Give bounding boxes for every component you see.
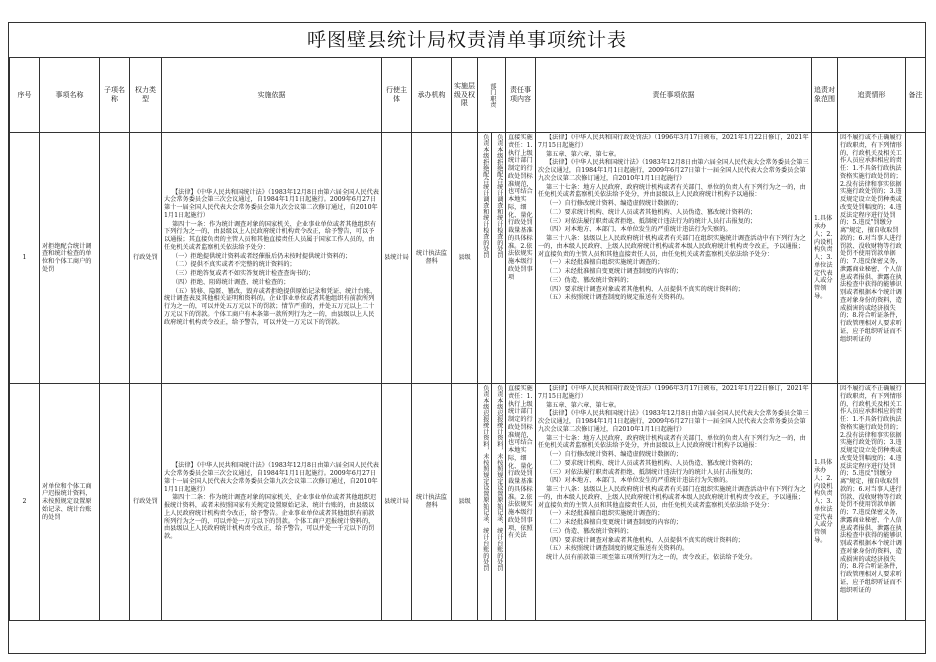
cell-situation <box>838 384 906 621</box>
header-row <box>10 58 926 133</box>
basis-paragraph: （三）拒绝答复或者不如实答复统计检查查询书的； <box>172 270 315 278</box>
resp-basis-paragraph: （一）自行修改统计资料、编造虚假统计数据的； <box>546 451 683 458</box>
resp-basis-paragraph: （三）伪造、篡改统计资料的； <box>546 276 633 284</box>
situation-text: 因不履行或不正确履行行政职责，有下列情形的，行政机关及相关工作人员应承担相应的责任：1.不具备行政执法资格实施行政处罚的；2.没有法律和事实依据实施行政处罚的；3.违反规定设立处罚种类或改变处罚幅度的；4.违反法定程序进行处罚的；5.违反"罚缴分离"规定，擅自收取罚款的；6.对当事人进行罚款、没收财物等行政处罚不使用罚款单据的；7.违反保密义务，泄露商业秘密、个人信息或者报供、泄露在执法检查中获得的能够识别或者根据本个统计调查对象身份的资料，造成损害的或经济损失的；8.符合听证条件，行政管理相对人要求听证，应予组织听证而不组织听证的 <box>840 134 902 343</box>
header-org: 承办机构 <box>412 58 452 133</box>
resp-basis-paragraph: 第五章、第六章、第七章。 <box>546 150 621 158</box>
resp-content-text: 直接实施责任：1.执行上级统计部门制定的行政处罚标准规范，也可结合本地实际，细化、量化行政处罚裁量基准的具体标准。2.依法依规实施本级行政处罚事项 <box>508 134 533 281</box>
header-basis: 实施依据 <box>162 58 382 133</box>
header-resp: 责任事项内容 <box>506 58 536 133</box>
resp-basis-paragraph: 第三十八条：县级以上人民政府统计机构或者有关部门在组织实施统计调查活动中有下列行为之一的，由本级人民政府、上级人民政府统计机构或者本级人民政府统计机构责令改正，予以通报；对直接负责的主管人员和其他直接责任人员，由任免机关或者监察机关依法给予处分： <box>538 486 806 509</box>
header-level: 实施层级及权限 <box>452 58 478 133</box>
cell-level: 县级 <box>452 133 478 384</box>
resp-basis-paragraph: （二）未经批准擅自变更统计调查制度的内容的； <box>546 519 683 526</box>
basis-paragraph: 第四十二条：作为统计调查对象的国家机关、企业事业单位或者其他组织迟报统计资料，或者未按照国家有关规定设置原始记录、统计台账的，由县级以上人民政府统计机构责令改正，给予警告。企业事业单位或者其他组织有前款所列行为之一的，可以并处一万元以下的罚款。个体工商户迟报统计资料的，由县级以上人民政府统计机构责令改正，给予警告，可以并处一千元以下的罚款。 <box>164 494 377 540</box>
header-situation: 追责情形 <box>838 58 906 133</box>
scope-text: 1.具体承办人；2.内设机构负责人；3.单位法定代表人或分管领导。 <box>814 459 833 544</box>
cell-resp-basis <box>536 384 812 621</box>
dept-text: 负责本级拒绝配合统计调查和统计检查的处罚 <box>481 134 489 258</box>
cell-resp <box>492 133 506 384</box>
resp-basis-paragraph: （五）未按照统计调查制度的规定报送有关资料的。 <box>546 294 689 302</box>
cell-type: 行政处罚 <box>130 384 162 621</box>
header-type: 权力类型 <box>130 58 162 133</box>
responsibility-table <box>9 57 926 621</box>
header-dept-text: 部门职责 <box>488 82 496 108</box>
cell-dept <box>478 384 492 621</box>
basis-paragraph: 第四十一条：作为统计调查对象的国家机关、企业事业单位或者其他组织有下列行为之一的，由县级以上人民政府统计机构责令改正，给予警告，可以予以通报；其直接负责的主管人员和其他直接责任人员属于国家工作人员的，由任免机关或者监察机关依法给予处分： <box>164 220 377 251</box>
cell-subject: 县统计局 <box>382 384 412 621</box>
cell-type: 行政处罚 <box>130 133 162 384</box>
cell-sub <box>100 133 130 384</box>
resp-content-text: 直接实施责任：1.执行上级统计部门制定的行政处罚标准规范，也可结合本地实际，细化、量化行政处罚裁量基准的具体标准。2.依法依规实施本级行政处罚事项，依照有关法 <box>508 385 533 540</box>
resp-basis-paragraph: （二）要求统计机构、统计人员或者其他机构、人员伪造、篡改统计资料的； <box>546 208 757 216</box>
cell-scope <box>812 384 838 621</box>
resp-basis-paragraph: 第三十七条：地方人民政府、政府统计机构或者有关部门、单位的负责人有下列行为之一的，由任免机关或者监察机关依法给予处分，并由县级以上人民政府统计机构予以通报： <box>538 183 806 199</box>
cell-resp <box>492 384 506 621</box>
basis-paragraph: （一）拒绝提供统计资料或者经催报后仍未按时提供统计资料的； <box>172 252 352 260</box>
resp-basis-paragraph: （四）要求统计调查对象或者其他机构、人员提供不真实的统计资料的； <box>546 536 744 544</box>
document-sheet <box>8 22 926 654</box>
page-title: 呼图壁县统计局权责清单事项统计表 <box>9 23 925 58</box>
header-subject: 行使主体 <box>382 58 412 133</box>
resp-basis-paragraph: （三）对依法履行职责或者拒绝、抵制统计违法行为的统计人员打击报复的； <box>546 468 757 476</box>
resp-basis-paragraph: （一）未经批准擅自组织实施统计调查的； <box>546 510 664 518</box>
resp-basis-paragraph: （四）要求统计调查对象或者其他机构、人员提供不真实的统计资料的； <box>546 285 744 293</box>
cell-resp-content <box>506 384 536 621</box>
cell-org: 统计执法监督科 <box>412 133 452 384</box>
cell-subject: 县统计局 <box>382 133 412 384</box>
situation-text: 因不履行或不正确履行行政职责，有下列情形的，行政机关及相关工作人员应承担相应的责任：1.不具备行政执法资格实施行政处罚的；2.没有法律和事实依据实施行政处罚的；3.违反规定设立处罚种类或改变处罚幅度的；4.违反法定程序进行处罚的；5.违反"罚缴分离"规定，擅自收取罚款的；6.对当事人进行罚款、没收财物等行政处罚不使用罚款单据的；7.违反保密义务，泄露商业秘密、个人信息或者报供、泄露在执法检查中获得的能够识别或者根据本个统计调查对象身份的资料，造成损害的或经济损失的；8.符合听证条件，行政管理相对人要求听证，应予组织听证而不组织听证的 <box>840 385 902 594</box>
basis-paragraph: 【法律】《中华人民共和国统计法》（1983年12月8日由第六届全国人民代表大会常务委员会第三次会议通过，自1984年1月1日起施行。2009年6月27日第十一届全国人民代表大会常务委员会第九次会议第二次修订通过，自2010年1月1日起施行） <box>164 188 379 219</box>
resp-basis-paragraph: （二）未经批准擅自变更统计调查制度的内容的； <box>546 268 683 275</box>
cell-seq: 2 <box>10 384 40 621</box>
cell-scope <box>812 133 838 384</box>
resp-basis-paragraph: （五）未按照统计调查制度的规定报送有关资料的。 <box>546 545 689 553</box>
resp-basis-paragraph: 【法律】《中华人民共和国行政处罚法》（1996年3月17日颁布，2021年1月22日修订，2021年7月15日起施行） <box>538 134 809 149</box>
cell-resp-content <box>506 133 536 384</box>
resp-text: 负责本级迟报统计资料，未按照规定设置原始记录、统计台账的处罚 <box>495 385 503 571</box>
header-seq: 序号 <box>10 58 40 133</box>
cell-basis <box>162 133 382 384</box>
cell-resp-basis <box>536 133 812 384</box>
cell-basis <box>162 384 382 621</box>
table-row <box>10 133 926 384</box>
resp-basis-paragraph: （四）对本地方、本部门、本单位发生的严重统计违法行为失察的。 <box>546 477 732 485</box>
cell-note <box>906 384 926 621</box>
cell-name: 对单位和个体工商户迟报统计资料，未按照规定设置原始记录、统计台账的处罚 <box>40 384 100 621</box>
cell-level: 县级 <box>452 384 478 621</box>
resp-basis-paragraph: （一）未经批准擅自组织实施统计调查的； <box>546 259 664 267</box>
resp-basis-paragraph: 【法律】《中华人民共和国行政处罚法》（1996年3月17日颁布，2021年1月22日修订，2021年7月15日起施行） <box>538 385 809 400</box>
header-note: 备注 <box>906 58 926 133</box>
resp-basis-paragraph: 第三十七条：地方人民政府、政府统计机构或者有关部门、单位的负责人有下列行为之一的，由任免机关或者监察机关依法给予处分，并由县级以上人民政府统计机构予以通报： <box>538 434 806 450</box>
cell-name: 对拒绝配合统计调查和统计检查的单位和个体工商户的处罚 <box>40 133 100 384</box>
basis-paragraph: （二）提供不真实或者不完整的统计资料的； <box>172 261 296 269</box>
scope-text: 1.具体承办人；2.内设机构负责人；3.单位法定代表人或分管领导。 <box>814 215 833 300</box>
cell-sub <box>100 384 130 621</box>
resp-basis-paragraph: （二）要求统计机构、统计人员或者其他机构、人员伪造、篡改统计资料的； <box>546 459 757 467</box>
cell-seq: 1 <box>10 133 40 384</box>
header-name: 事项名称 <box>40 58 100 133</box>
header-dept <box>478 58 506 133</box>
resp-basis-paragraph: 【法律】《中华人民共和国统计法》（1983年12月8日由第六届全国人民代表大会常务委员会第三次会议通过，自1984年1月1日起施行，2009年6月27日第十一届全国人民代表大会常务委员会第九次会议第二次修订通过，自2010年1月1日起施行） <box>538 159 809 182</box>
resp-basis-paragraph: 【法律】《中华人民共和国统计法》（1983年12月8日由第六届全国人民代表大会常务委员会第三次会议通过，自1984年1月1日起施行，2009年6月27日第十一届全国人民代表大会常务委员会第九次会议第二次修订通过，自2010年1月1日起施行） <box>538 410 809 433</box>
cell-note <box>906 133 926 384</box>
resp-basis-paragraph: （一）自行修改统计资料、编造虚假统计数据的； <box>546 200 683 207</box>
basis-paragraph: 【法律】《中华人民共和国统计法》（1983年12月8日由第六届全国人民代表大会常务委员会第三次会议通过，自1984年1月1日起施行。2009年6月27日第十一届全国人民代表大会常务委员会第九次会议第二次修订通过，自2010年1月1日起施行） <box>164 462 379 493</box>
resp-basis-paragraph: （三）伪造、篡改统计资料的； <box>546 527 633 535</box>
cell-situation <box>838 133 906 384</box>
dept-text: 负责本级迟报统计资料，未按照规定设置原始记录、统计台账的处罚 <box>481 385 489 571</box>
resp-basis-paragraph: 第五章、第六章、第七章。 <box>546 401 621 409</box>
cell-org: 统计执法监督科 <box>412 384 452 621</box>
resp-text: 负责本级拒绝配合统计调查和统计检查的处罚 <box>495 134 503 258</box>
cell-dept <box>478 133 492 384</box>
table-row <box>10 384 926 621</box>
resp-basis-paragraph: 统计人员有前款第三项至第五项所列行为之一的，责令改正，依法给予处分。 <box>546 554 757 561</box>
resp-basis-paragraph: （三）对依法履行职责或者拒绝、抵制统计违法行为的统计人员打击报复的； <box>546 217 757 225</box>
basis-paragraph: （五）转移、隐匿、篡改、毁弃或者拒绝提供原始记录和凭证、统计台账、统计调查表及其他相关证明和资料的。企业事业单位或者其他组织有前款所列行为之一的，可以并处五万元以下的罚款；情节严重的，并处五万元以上二十万元以下的罚款。个体工商户有本条第一款所列行为之一的，由县级以上人民政府统计机构责令改正，给予警告，可以并处一万元以下的罚款。 <box>164 287 377 326</box>
header-sub: 子项名称 <box>100 58 130 133</box>
resp-basis-paragraph: （四）对本地方、本部门、本单位发生的严重统计违法行为失察的。 <box>546 226 732 234</box>
resp-basis-paragraph: 第三十八条：县级以上人民政府统计机构或者有关部门在组织实施统计调查活动中有下列行为之一的，由本级人民政府、上级人民政府统计机构或者本级人民政府统计机构责令改正，予以通报；对直接负责的主管人员和其他直接责任人员，由任免机关或者监察机关依法给予处分： <box>538 235 806 258</box>
basis-paragraph: （四）拒绝、阻碍统计调查、统计检查的； <box>172 278 290 286</box>
header-resp-basis: 责任事项依据 <box>536 58 812 133</box>
header-scope: 追责对象范围 <box>812 58 838 133</box>
